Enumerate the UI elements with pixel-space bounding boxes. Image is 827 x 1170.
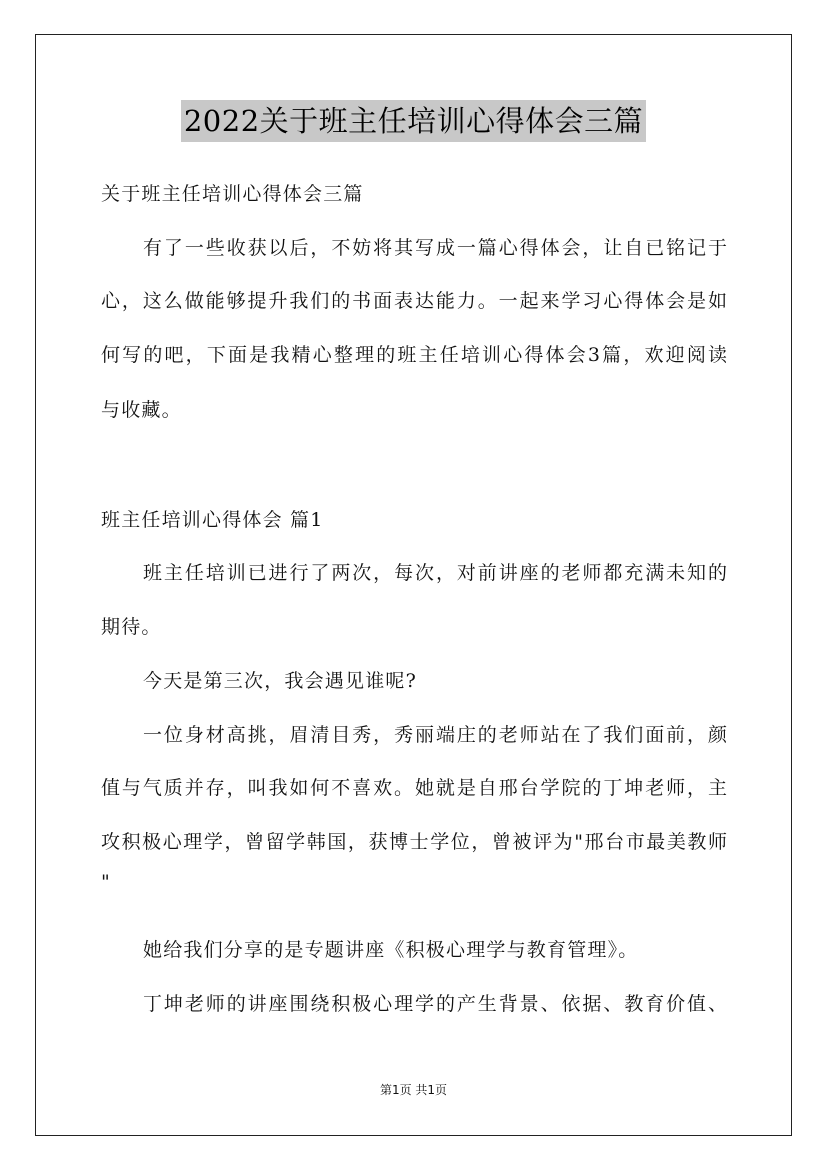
paragraph-line: 她给我们分享的是专题讲座《积极心理学与教育管理》。 [143, 939, 639, 961]
section-heading: 班主任培训心得体会 篇1 [101, 509, 324, 531]
title-container [0, 100, 827, 142]
paragraph-line: 班主任培训已进行了两次，每次，对前讲座的老师都充满未知的 [143, 562, 727, 584]
paragraph-line: 期待。 [101, 616, 162, 638]
paragraph-line: 今天是第三次，我会遇见谁呢? [143, 670, 417, 692]
subtitle-line: 关于班主任培训心得体会三篇 [101, 183, 364, 205]
paragraph-line: 何写的吧，下面是我精心整理的班主任培训心得体会3篇，欢迎阅读 [101, 344, 727, 366]
paragraph-line: 值与气质并存，叫我如何不喜欢。她就是自邢台学院的丁坤老师，主 [101, 777, 727, 799]
paragraph-line: 心，这么做能够提升我们的书面表达能力。一起来学习心得体会是如 [101, 290, 727, 312]
paragraph-line: 与收藏。 [101, 399, 182, 421]
document-title: 2022关于班主任培训心得体会三篇 [181, 100, 646, 142]
paragraph-line: 攻积极心理学，曾留学韩国，获博士学位，曾被评为"邢台市最美教师 [101, 831, 727, 853]
page-footer: 第1页 共1页 [379, 1083, 448, 1097]
paragraph-line: 有了一些收获以后，不妨将其写成一篇心得体会，让自已铭记于 [143, 237, 727, 259]
paragraph-line: 一位身材高挑，眉清目秀，秀丽端庄的老师站在了我们面前，颜 [143, 724, 727, 746]
paragraph-line: " [101, 871, 111, 893]
paragraph-line: 丁坤老师的讲座围绕积极心理学的产生背景、依据、教育价值、 [143, 993, 727, 1015]
